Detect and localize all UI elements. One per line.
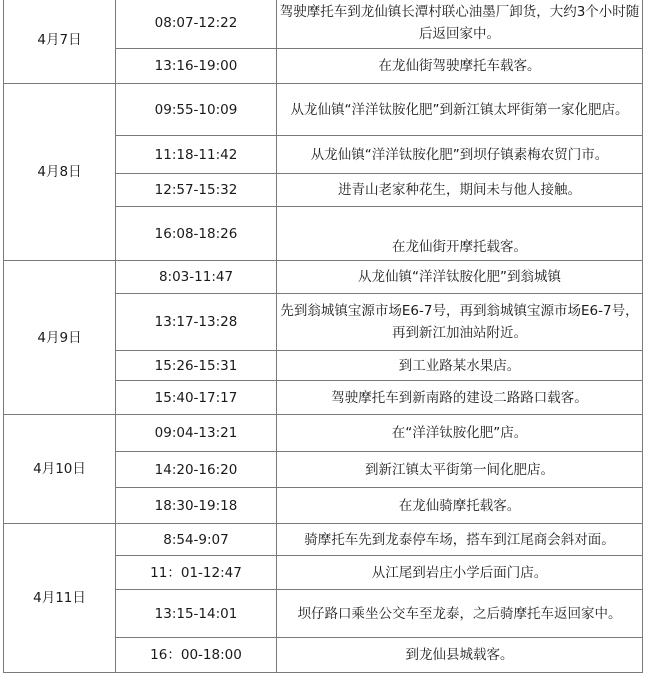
activity-cell: 在龙仙街驾驶摩托车载客。 (277, 49, 643, 84)
table-row (4, 415, 643, 452)
time-cell: 15:40-17:17 (116, 381, 277, 415)
table-row (4, 524, 643, 556)
time-cell: 13:16-19:00 (116, 49, 277, 84)
time-cell: 15:26-15:31 (116, 351, 277, 381)
date-cell: 4月10日 (4, 415, 116, 524)
date-cell: 4月8日 (4, 84, 116, 261)
time-cell: 09:55-10:09 (116, 84, 277, 136)
activity-cell: 在龙仙骑摩托载客。 (277, 488, 643, 524)
activity-cell: 从龙仙镇“洋洋钛胺化肥”到翁城镇 (277, 261, 643, 294)
time-cell: 11：01-12:47 (116, 556, 277, 590)
date-cell: 4月7日 (4, 0, 116, 84)
activity-cell: 在龙仙街开摩托载客。 (277, 207, 643, 261)
activity-cell: 进青山老家种花生，期间未与他人接触。 (277, 174, 643, 207)
time-cell: 18:30-19:18 (116, 488, 277, 524)
time-cell: 16：00-18:00 (116, 638, 277, 673)
activity-cell: 到工业路某水果店。 (277, 351, 643, 381)
time-cell: 13:17-13:28 (116, 294, 277, 351)
itinerary-table (3, 0, 643, 673)
activity-cell: 先到翁城镇宝源市场E6-7号，再到翁城镇宝源市场E6-7号，再到新江加油站附近。 (277, 294, 643, 351)
table-row (4, 0, 643, 49)
table-row (4, 261, 643, 294)
time-cell: 13:15-14:01 (116, 590, 277, 638)
activity-cell: 到新江镇太平街第一间化肥店。 (277, 452, 643, 488)
activity-cell: 到龙仙县城载客。 (277, 638, 643, 673)
date-cell: 4月9日 (4, 261, 116, 415)
table-row (4, 84, 643, 136)
date-cell: 4月11日 (4, 524, 116, 673)
activity-cell: 驾驶摩托车到新南路的建设二路路口载客。 (277, 381, 643, 415)
time-cell: 11:18-11:42 (116, 136, 277, 174)
activity-cell: 从龙仙镇“洋洋钛胺化肥”到新江镇太坪街第一家化肥店。 (277, 84, 643, 136)
activity-cell: 驾驶摩托车到龙仙镇长潭村联心油墨厂卸货，大约3个小时随后返回家中。 (277, 0, 643, 49)
activity-cell: 骑摩托车先到龙泰停车场，搭车到江尾商会斜对面。 (277, 524, 643, 556)
time-cell: 14:20-16:20 (116, 452, 277, 488)
time-cell: 8:03-11:47 (116, 261, 277, 294)
time-cell: 8:54-9:07 (116, 524, 277, 556)
time-cell: 09:04-13:21 (116, 415, 277, 452)
activity-cell: 坝仔路口乘坐公交车至龙泰，之后骑摩托车返回家中。 (277, 590, 643, 638)
time-cell: 16:08-18:26 (116, 207, 277, 261)
time-cell: 12:57-15:32 (116, 174, 277, 207)
activity-cell: 从龙仙镇“洋洋钛胺化肥”到坝仔镇素梅农贸门市。 (277, 136, 643, 174)
time-cell: 08:07-12:22 (116, 0, 277, 49)
activity-cell: 在“洋洋钛胺化肥”店。 (277, 415, 643, 452)
activity-cell: 从江尾到岩庄小学后面门店。 (277, 556, 643, 590)
